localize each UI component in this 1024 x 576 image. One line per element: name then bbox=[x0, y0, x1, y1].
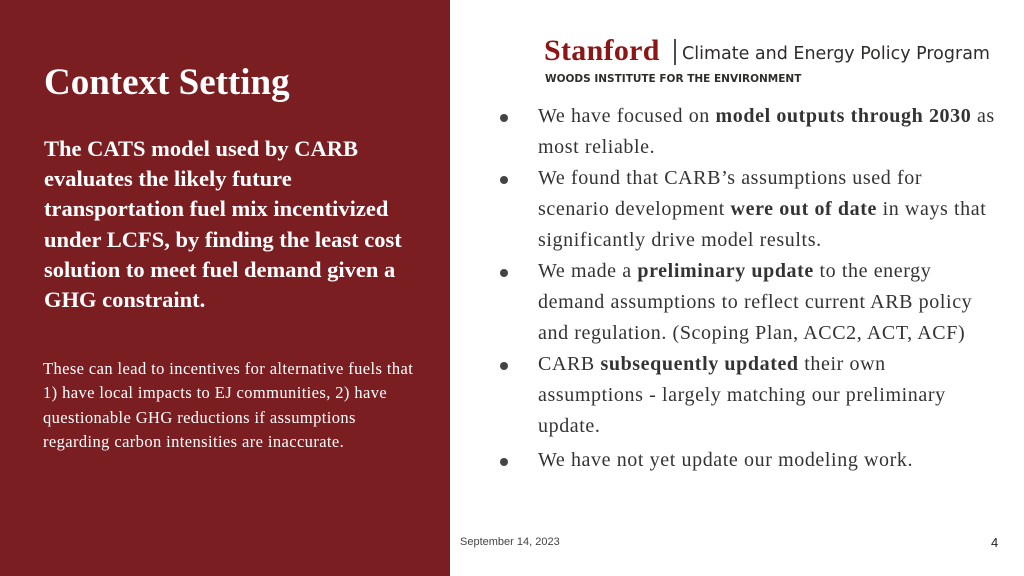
bullet-emphasis: were out of date bbox=[730, 198, 877, 220]
bullet-icon bbox=[500, 458, 508, 466]
page-number: 4 bbox=[991, 535, 999, 550]
bullet-text: We have not yet update our modeling work. bbox=[538, 449, 914, 471]
bullet-text: CARB bbox=[538, 353, 601, 375]
list-item bbox=[496, 256, 996, 349]
body-text: These can lead to incentives for alternative fuels that 1) have local impacts to EJ communities, 2) have questionable GHG reductions if assumptions regarding carbon intensities are inaccurate. bbox=[43, 359, 414, 451]
bullet-text: We found that CARB’s assumptions used for scenario development bbox=[538, 167, 923, 220]
bullet-icon bbox=[500, 362, 508, 370]
stanford-wordmark: Stanford bbox=[544, 34, 660, 67]
bullet-emphasis: preliminary update bbox=[637, 260, 814, 282]
bullet-emphasis: subsequently updated bbox=[600, 353, 799, 375]
stanford-logo bbox=[544, 33, 989, 89]
title-panel bbox=[0, 0, 450, 576]
logo-divider bbox=[674, 39, 676, 65]
bullet-icon bbox=[500, 114, 508, 122]
bullet-text: We have focused on bbox=[538, 105, 716, 127]
list-item bbox=[496, 349, 996, 442]
footer-date: September 14, 2023 bbox=[460, 536, 560, 548]
bullet-text-end: as most reliable. bbox=[538, 105, 995, 158]
bullet-text-end: their own assumptions - largely matching our preliminary update. bbox=[538, 353, 946, 437]
institute-name: WOODS INSTITUTE FOR THE ENVIRONMENT bbox=[545, 73, 802, 85]
list-item bbox=[496, 445, 996, 476]
bullet-text-end: to the energy demand assumptions to reflect current ARB policy and regulation. (Scoping Plan, ACC2, ACT, ACF) bbox=[538, 260, 973, 344]
bullet-text: We made a bbox=[538, 260, 638, 282]
bullet-text-end: in ways that significantly drive model results. bbox=[538, 198, 987, 251]
bullet-list bbox=[496, 101, 996, 476]
program-name: Climate and Energy Policy Program bbox=[682, 44, 990, 64]
list-item bbox=[496, 163, 996, 256]
slide-title: Context Setting bbox=[44, 62, 290, 103]
bullet-emphasis: model outputs through 2030 bbox=[715, 105, 972, 127]
lead-statement: The CATS model used by CARB evaluates the likely future transportation fuel mix incentivized under LCFS, by finding the least cost solution to meet fuel demand given a GHG constraint. bbox=[44, 136, 402, 313]
list-item bbox=[496, 101, 996, 163]
bullet-icon bbox=[500, 269, 508, 277]
bullet-icon bbox=[500, 176, 508, 184]
